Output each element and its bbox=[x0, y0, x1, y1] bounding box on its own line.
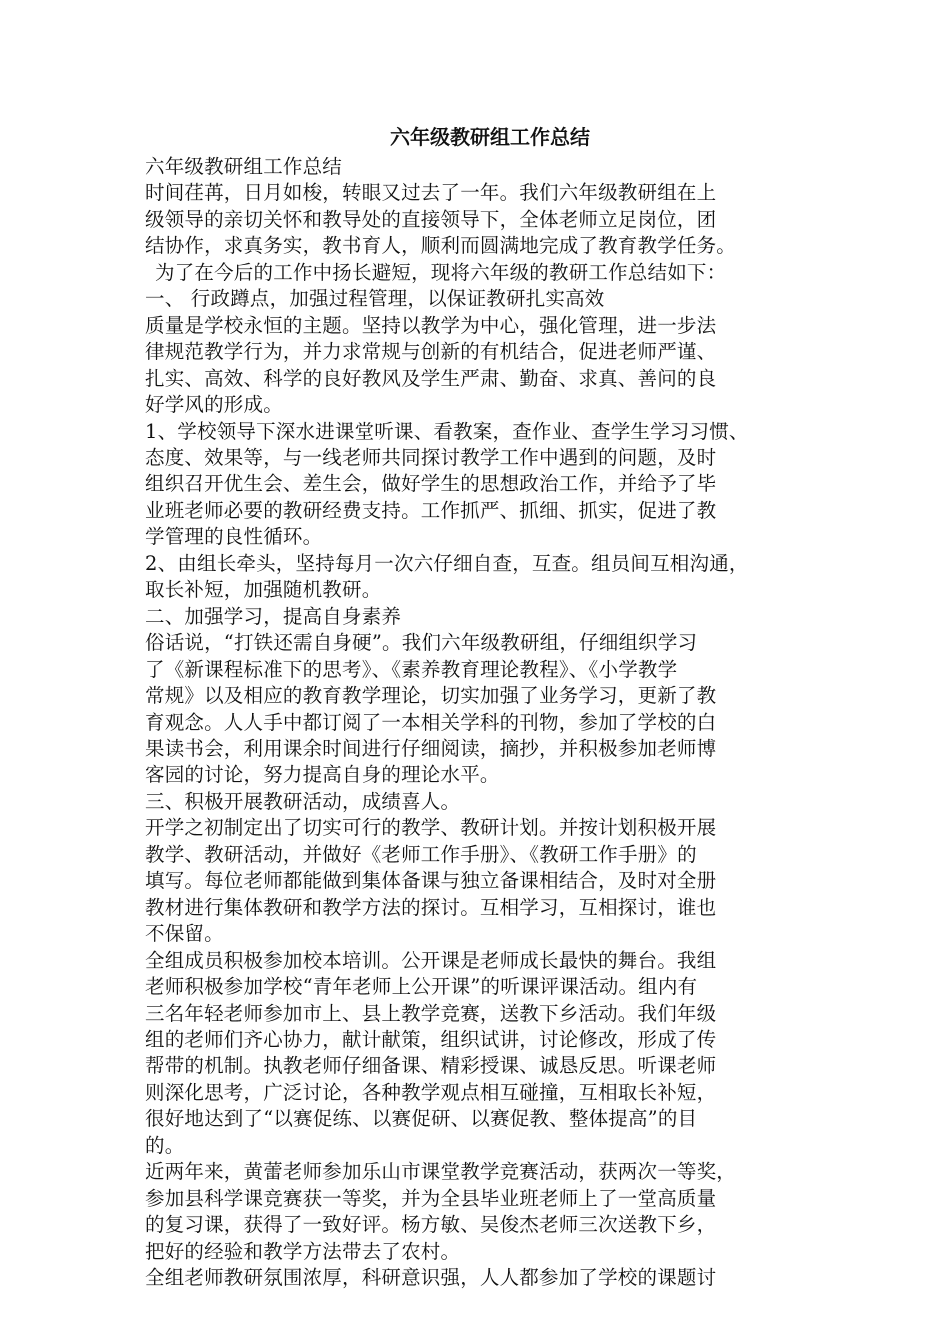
text-line: 取长补短，加强随机教研。 bbox=[145, 578, 382, 602]
text-line: 俗话说，“打铁还需自身硬”。我们六年级教研组，仔细组织学习 bbox=[145, 631, 698, 655]
text-line: 全组老师教研氛围浓厚，科研意识强，人人都参加了学校的课题讨 bbox=[145, 1266, 717, 1290]
text-line: 2、由组长牵头，坚持每月一次六仔细自查，互查。组员间互相沟通， bbox=[145, 551, 749, 575]
text-line: 级领导的亲切关怀和教导处的直接领导下，全体老师立足岗位，团 bbox=[145, 207, 717, 231]
text-line: 二、加强学习，提高自身素养 bbox=[145, 604, 402, 628]
document-body bbox=[145, 154, 835, 1291]
text-line: 组织召开优生会、差生会，做好学生的思想政治工作，并给予了毕 bbox=[145, 472, 717, 496]
text-line: 老师积极参加学校“青年老师上公开课”的听课评课活动。组内有 bbox=[145, 975, 698, 999]
text-line: 帮带的机制。执教老师仔细备课、精彩授课、诚恳反思。听课老师 bbox=[145, 1054, 717, 1078]
text-line: 1、学校领导下深水进课堂听课、看教案，查作业、查学生学习习惯、 bbox=[145, 419, 749, 443]
text-line: 全组成员积极参加校本培训。公开课是老师成长最快的舞台。我组 bbox=[145, 948, 717, 972]
text-line: 六年级教研组工作总结 bbox=[145, 155, 343, 178]
text-line: 了《新课程标准下的思考》、《素养教育理论教程》、《小学教学 bbox=[145, 657, 678, 681]
text-line: 业班老师必要的教研经费支持。工作抓严、抓细、抓实，促进了教 bbox=[145, 498, 717, 522]
text-line: 的复习课，获得了一致好评。杨方敏、吴俊杰老师三次送教下乡， bbox=[145, 1213, 717, 1237]
text-line: 把好的经验和教学方法带去了农村。 bbox=[145, 1239, 461, 1263]
document-page bbox=[145, 120, 835, 1291]
text-line: 律规范教学行为，并力求常规与创新的有机结合，促进老师严谨、 bbox=[145, 340, 717, 364]
text-line: 果读书会，利用课余时间进行仔细阅读，摘抄，并积极参加老师博 bbox=[145, 736, 717, 760]
text-line: 时间荏苒，日月如梭，转眼又过去了一年。我们六年级教研组在上 bbox=[145, 181, 717, 205]
text-line: 态度、效果等，与一线老师共同探讨教学工作中遇到的问题，及时 bbox=[145, 445, 717, 469]
text-line: 一、 行政蹲点，加强过程管理，以保证教研扎实高效 bbox=[145, 287, 605, 311]
text-line: 很好地达到了“以赛促练、以赛促研、以赛促教、整体提高”的目 bbox=[145, 1107, 698, 1131]
text-line: 为了在今后的工作中扬长避短，现将六年级的教研工作总结如下： bbox=[155, 260, 727, 284]
text-line: 近两年来，黄蕾老师参加乐山市课堂教学竞赛活动，获两次一等奖， bbox=[145, 1160, 737, 1184]
text-line: 三、积极开展教研活动，成绩喜人。 bbox=[145, 789, 461, 813]
text-line: 不保留。 bbox=[145, 922, 224, 946]
text-line: 开学之初制定出了切实可行的教学、教研计划。并按计划积极开展 bbox=[145, 816, 717, 840]
text-line: 学管理的良性循环。 bbox=[145, 525, 323, 549]
text-line: 教材进行集体教研和教学方法的探讨。互相学习，互相探讨，谁也 bbox=[145, 895, 717, 919]
text-line: 则深化思考，广泛讨论，各种教学观点相互碰撞，互相取长补短， bbox=[145, 1080, 717, 1104]
text-line: 常规》以及相应的教育教学理论，切实加强了业务学习，更新了教 bbox=[145, 684, 717, 708]
text-line: 填写。每位老师都能做到集体备课与独立备课相结合，及时对全册 bbox=[145, 869, 717, 893]
text-line: 育观念。人人手中都订阅了一本相关学科的刊物，参加了学校的白 bbox=[145, 710, 717, 734]
text-line: 三名年轻老师参加市上、县上教学竞赛，送教下乡活动。我们年级 bbox=[145, 1001, 717, 1025]
document-title: 六年级教研组工作总结 bbox=[390, 125, 590, 149]
text-line: 教学、教研活动，并做好《老师工作手册》、《教研工作手册》的 bbox=[145, 842, 697, 866]
text-line: 的。 bbox=[145, 1133, 185, 1157]
text-line: 结协作，求真务实，教书育人，顺利而圆满地完成了教育教学任务。 bbox=[145, 234, 737, 258]
text-line: 客园的讨论，努力提高自身的理论水平。 bbox=[145, 763, 500, 787]
text-line: 组的老师们齐心协力，献计献策，组织试讲，讨论修改，形成了传 bbox=[145, 1027, 717, 1051]
text-line: 好学风的形成。 bbox=[145, 393, 283, 417]
text-line: 参加县科学课竞赛获一等奖，并为全县毕业班老师上了一堂高质量 bbox=[145, 1186, 717, 1210]
text-line: 扎实、高效、科学的良好教风及学生严肃、勤奋、求真、善问的良 bbox=[145, 366, 717, 390]
text-line: 质量是学校永恒的主题。坚持以教学为中心，强化管理，进一步法 bbox=[145, 313, 717, 337]
